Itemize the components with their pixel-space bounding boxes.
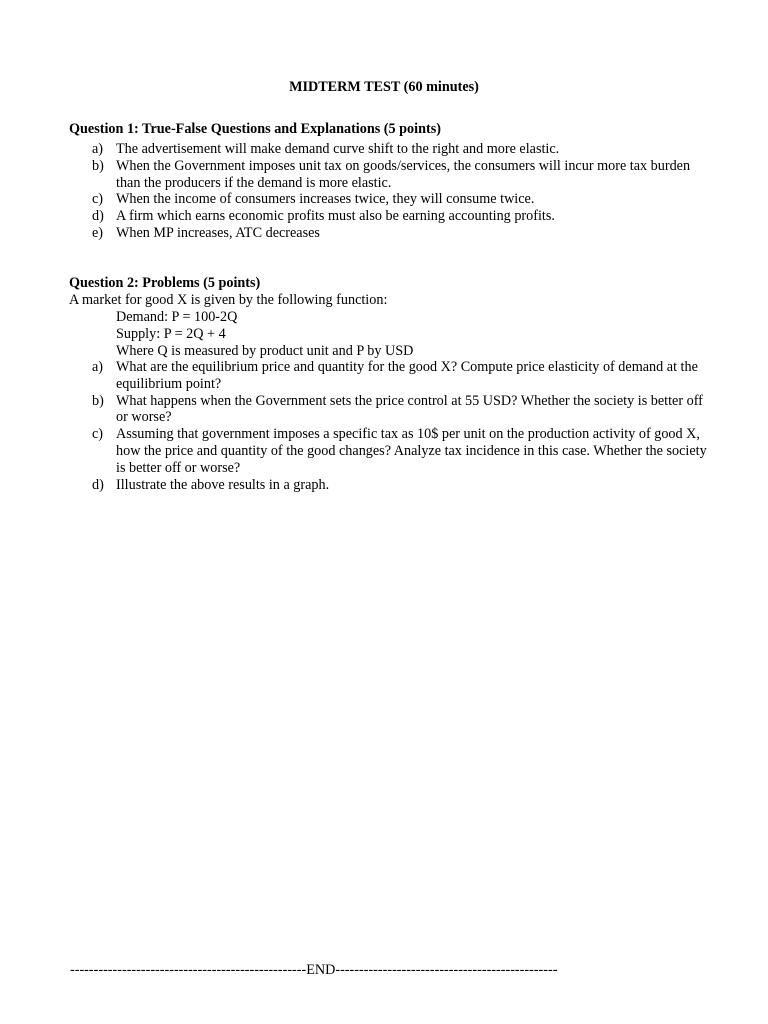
list-marker: e)	[92, 224, 104, 241]
demand-function: Demand: P = 100-2Q	[116, 309, 238, 325]
list-item	[69, 426, 709, 476]
list-item-text: The advertisement will make demand curve shift to the right and more elastic.	[116, 141, 560, 157]
list-item-text: What are the equilibrium price and quantity for the good X? Compute price elasticity of demand at the equilibrium point?	[116, 359, 698, 392]
list-item	[69, 393, 709, 427]
question2-heading: Question 2: Problems (5 points)	[69, 275, 261, 291]
units-note: Where Q is measured by product unit and P by USD	[116, 342, 414, 359]
list-marker: a)	[92, 359, 104, 375]
list-marker: d)	[92, 208, 104, 225]
list-item	[69, 208, 709, 225]
question2-intro: A market for good X is given by the following function:	[69, 292, 388, 308]
function-block	[116, 309, 413, 359]
question1-list	[69, 141, 709, 242]
list-item-text: Assuming that government imposes a specific tax as 10$ per unit on the production activity of good X, how the price and quantity of the good changes? Analyze tax incidence in this case. Whether the society is better off or worse?	[116, 426, 707, 476]
list-marker: c)	[92, 191, 104, 208]
question1-heading: Question 1: True-False Questions and Explanations (5 points)	[69, 121, 441, 137]
list-item-text: A firm which earns economic profits must also be earning accounting profits.	[116, 208, 555, 225]
list-marker: b)	[92, 392, 104, 409]
list-item-text: When the Government imposes unit tax on goods/services, the consumers will incur more tax burden than the producers if the demand is more elastic.	[116, 157, 691, 191]
list-item	[69, 477, 709, 494]
supply-function: Supply: P = 2Q + 4	[116, 325, 226, 342]
list-item-text: When the income of consumers increases twice, they will consume twice.	[116, 191, 535, 208]
end-divider: --------------------------------------------------END-----------------------------------------------	[70, 962, 558, 978]
list-marker: d)	[92, 476, 104, 493]
list-item-text: Illustrate the above results in a graph.	[116, 476, 330, 493]
list-marker: c)	[92, 426, 104, 443]
page-title: MIDTERM TEST (60 minutes)	[289, 79, 479, 95]
list-item	[69, 359, 709, 393]
list-item-text: When MP increases, ATC decreases	[116, 224, 320, 241]
list-marker: a)	[92, 141, 104, 157]
question2-list	[69, 359, 709, 493]
list-item-text: What happens when the Government sets the price control at 55 USD? Whether the society is better off or worse?	[116, 392, 703, 426]
list-item	[69, 225, 709, 242]
list-item	[69, 141, 709, 158]
list-item	[69, 191, 709, 208]
list-item	[69, 158, 709, 192]
list-marker: b)	[92, 157, 104, 174]
